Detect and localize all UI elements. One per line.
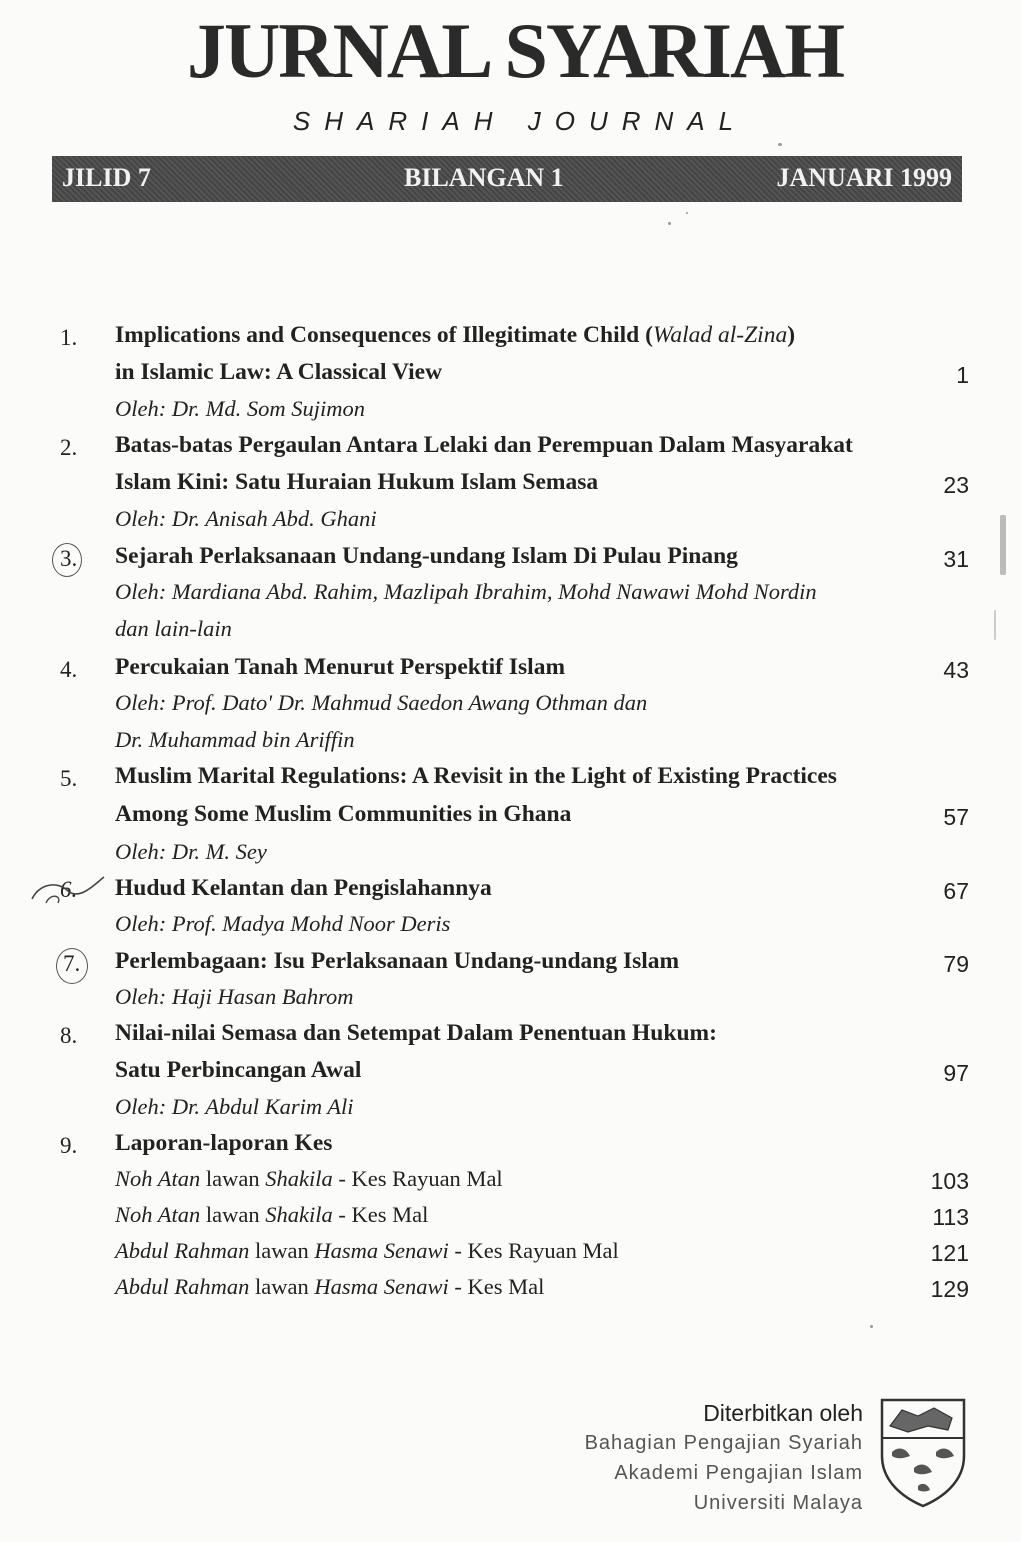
journal-subtitle: SHARIAH JOURNAL — [292, 106, 748, 136]
publisher-line: Bahagian Pengajian Syariah — [584, 1432, 863, 1454]
published-by-label: Diterbitkan oleh — [703, 1400, 863, 1426]
volume-label: JILID 7 — [62, 163, 151, 192]
scan-speck — [778, 143, 782, 146]
scan-speck — [870, 1325, 873, 1328]
entry-number: 7. — [63, 951, 81, 976]
entry-author: Oleh: Dr. Anisah Abd. Ghani — [115, 506, 377, 531]
case-title: Noh Atan lawan Shakila - Kes Rayuan Mal — [115, 1166, 503, 1191]
publisher-block — [560, 1398, 863, 1518]
entry-title-line: Islam Kini: Satu Huraian Hukum Islam Semasa — [115, 469, 599, 495]
entry-number: 3. — [60, 546, 78, 571]
case-title: Noh Atan lawan Shakila - Kes Mal — [115, 1202, 429, 1227]
entry-title-line: Implications and Consequences of Illegitimate Child (Walad al-Zina) — [115, 322, 796, 348]
publisher-line: Universiti Malaya — [693, 1492, 863, 1514]
scan-speck — [1000, 515, 1006, 575]
entry-title-italic: Walad al-Zina — [652, 322, 788, 348]
entry-title-line: Perlembagaan: Isu Perlaksanaan Undang-undang Islam — [115, 948, 680, 974]
case-title: Abdul Rahman lawan Hasma Senawi - Kes Mal — [115, 1274, 545, 1299]
case-page: 129 — [930, 1276, 969, 1302]
scan-speck — [668, 222, 671, 225]
handwritten-circle-mark — [52, 543, 82, 577]
entry-author: Oleh: Mardiana Abd. Rahim, Mazlipah Ibrahim, Mohd Nawawi Mohd Nordin — [115, 579, 817, 604]
handwritten-circle-mark — [56, 948, 88, 984]
entry-title-line: Batas-batas Pergaulan Antara Lelaki dan Perempuan Dalam Masyarakat — [115, 432, 853, 458]
entry-page: 79 — [943, 951, 969, 977]
entry-number: 9. — [60, 1133, 78, 1158]
issue-label: BILANGAN 1 — [404, 163, 564, 192]
entry-author: Oleh: Dr. Md. Som Sujimon — [115, 396, 365, 421]
entry-title-line: Percukaian Tanah Menurut Perspektif Islam — [115, 654, 566, 680]
entry-title-line: Nilai-nilai Semasa dan Setempat Dalam Penentuan Hukum: — [115, 1020, 717, 1046]
entry-page: 31 — [943, 546, 969, 572]
case-page: 103 — [930, 1168, 969, 1194]
entry-page: 23 — [943, 472, 969, 498]
handwritten-pen-mark-icon — [28, 873, 108, 907]
entry-number: 4. — [60, 657, 78, 682]
entry-author: Dr. Muhammad bin Ariffin — [115, 727, 355, 752]
entry-number: 2. — [60, 435, 78, 460]
entry-author: Oleh: Haji Hasan Bahrom — [115, 984, 354, 1009]
entry-title-line: Sejarah Perlaksanaan Undang-undang Islam Di Pulau Pinang — [115, 543, 738, 569]
scan-speck — [686, 212, 688, 214]
entry-title-line: Among Some Muslim Communities in Ghana — [115, 801, 572, 827]
university-crest-icon — [878, 1396, 968, 1510]
entry-title-line: Satu Perbincangan Awal — [115, 1057, 362, 1083]
entry-number: 1. — [60, 325, 78, 350]
entry-page: 97 — [943, 1060, 969, 1086]
publisher-line: Akademi Pengajian Islam — [614, 1462, 863, 1484]
case-page: 121 — [930, 1240, 969, 1266]
entry-author: Oleh: Prof. Dato' Dr. Mahmud Saedon Awang Othman dan — [115, 690, 648, 715]
journal-title: JURNAL SYARIAH — [186, 7, 844, 94]
case-title: Abdul Rahman lawan Hasma Senawi - Kes Rayuan Mal — [115, 1238, 619, 1263]
entry-title-line: in Islamic Law: A Classical View — [115, 359, 443, 385]
entry-page: 57 — [943, 804, 969, 830]
entry-author: Oleh: Prof. Madya Mohd Noor Deris — [115, 911, 451, 936]
entry-page: 43 — [943, 657, 969, 683]
entry-author: dan lain-lain — [115, 616, 232, 641]
entry-number: 5. — [60, 766, 78, 791]
date-label: JANUARI 1999 — [776, 163, 952, 192]
entry-page: 67 — [943, 878, 969, 904]
entry-number: 6. — [60, 877, 78, 902]
issue-band — [52, 156, 962, 202]
entry-author: Oleh: Dr. Abdul Karim Ali — [115, 1094, 354, 1119]
entry-title-line: Hudud Kelantan dan Pengislahannya — [115, 875, 492, 901]
entry-number: 8. — [60, 1023, 78, 1048]
entry-page: 1 — [956, 362, 969, 388]
scan-speck — [994, 610, 996, 640]
entry-title-line: Laporan-laporan Kes — [115, 1130, 333, 1156]
entry-author: Oleh: Dr. M. Sey — [115, 839, 267, 864]
entry-title-line: Muslim Marital Regulations: A Revisit in the Light of Existing Practices — [115, 763, 837, 789]
case-page: 113 — [932, 1204, 969, 1230]
